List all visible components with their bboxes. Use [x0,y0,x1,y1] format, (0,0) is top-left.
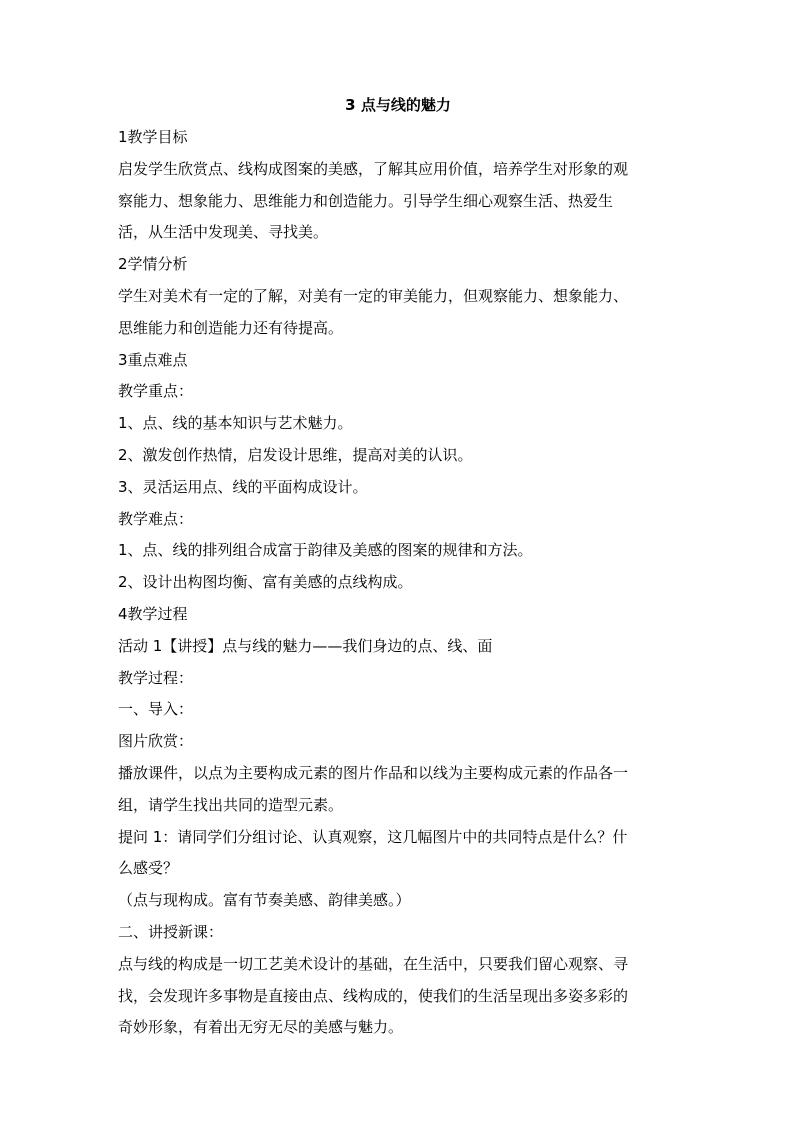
subheading-key-points: 教学重点： [118,382,194,401]
paragraph-line: 图片欣赏： [118,732,194,751]
document-body [118,90,678,1044]
step-heading-new-lesson: 二、讲授新课： [118,922,224,941]
list-item: 2、设计出构图均衡、富有美感的点线构成。 [118,573,413,592]
document-title: 3 点与线的魅力 [345,96,451,114]
paragraph-line: （点与现构成。富有节奏美感、韵律美感。） [118,891,411,910]
paragraph-line: 思维能力和创造能力还有待提高。 [118,318,344,337]
paragraph-line: 找，会发现许多事物是直接由点、线构成的，使我们的生活呈现出多姿多彩的 [118,986,629,1005]
list-item: 1、点、线的排列组合成富于韵律及美感的图案的规律和方法。 [118,541,533,560]
paragraph-line: 活，从生活中发现美、寻找美。 [118,223,329,242]
paragraph-line: 学生对美术有一定的了解，对美有一定的审美能力，但观察能力、想象能力、 [118,286,629,305]
paragraph-line: 提问 1：请同学们分组讨论、认真观察，这几幅图片中的共同特点是什么？什 [118,827,628,846]
paragraph-line: 组，请学生找出共同的造型元素。 [118,795,344,814]
list-item: 3、灵活运用点、线的平面构成设计。 [118,477,368,496]
paragraph-line: 播放课件，以点为主要构成元素的图片作品和以线为主要构成元素的作品各一 [118,763,629,782]
paragraph-line: 奇妙形象，有着出无穷无尽的美感与魅力。 [118,1018,404,1037]
list-item: 1、点、线的基本知识与艺术魅力。 [118,414,353,433]
subheading-difficulties: 教学难点： [118,509,194,528]
activity-heading: 活动 1【讲授】点与线的魅力——我们身边的点、线、面 [118,636,493,655]
paragraph-line: 启发学生欣赏点、线构成图案的美感，了解其应用价值，培养学生对形象的观 [118,159,629,178]
subheading-process: 教学过程： [118,668,194,687]
section-heading-objectives: 1教学目标 [118,128,188,146]
section-heading-analysis: 2学情分析 [118,255,188,274]
list-item: 2、激发创作热情，启发设计思维，提高对美的认识。 [118,445,473,464]
section-heading-key-points: 3重点难点 [118,350,188,369]
section-heading-process: 4教学过程 [118,604,188,623]
paragraph-line: 点与线的构成是一切工艺美术设计的基础，在生活中，只要我们留心观察、寻 [118,954,629,973]
step-heading-intro: 一、导入： [118,700,194,719]
paragraph-line: 察能力、想象能力、思维能力和创造能力。引导学生细心观察生活、热爱生 [118,191,614,210]
paragraph-line: 么感受？ [118,859,179,878]
